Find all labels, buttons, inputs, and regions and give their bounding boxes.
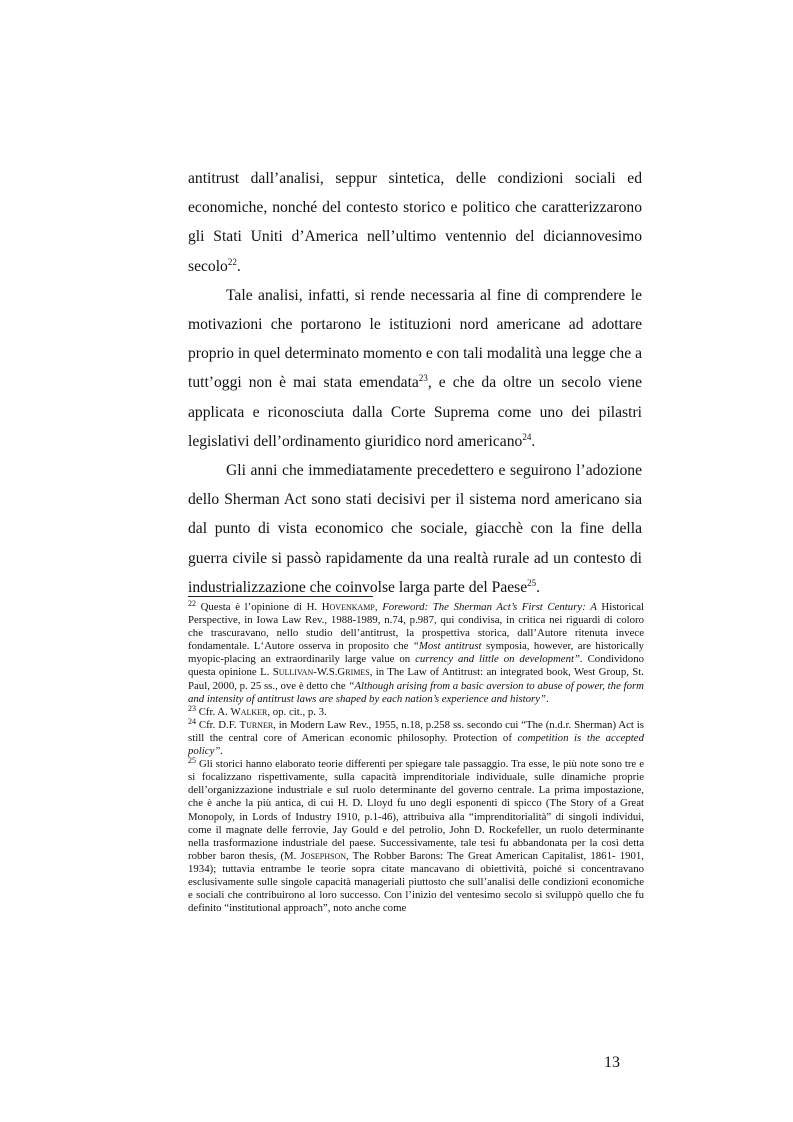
footnote-25: $^{25}$ Gli storici hanno elaborato teorie differenti per spiegare tale passaggio. Tra esse, le più note sono tre e si focalizzano rispettivamente, sulla capacità imprenditoriale individuale, sulle dinamiche proprie dell’organizzazione industriale e sul ruolo determinante del governo centrale. La prima impostazione, che è anche la più antica, di cui H. D. Lloyd fu uno degli esponenti di spicco (The Story of a Great Monopoly, in Lords of Industry 1910, p.1-46), attribuiva alla “imprenditorialità” di singoli individui, come il magnate delle ferrovie, Jay Gould e del petrolio, John D. Rockefeller, un ruolo determinante nella trasformazione industriale del paese. Successivamente, tale tesi fu abbandonata per la così detta robber baron thesis, (M. Josephson, The Robber Barons: The Great American Capitalist, 1861- 1901, 1934); tuttavia entrambe le teorie sopra citate mancavano di obiettività, poiché si concentravano esclusivamente sulle singole capacità manageriali piuttosto che sull’analisi delle condizioni economiche e sociali che contribuirono al loro successo. Con l’inizio del ventesimo secolo si sviluppò quello che fu definito “institutional approach”, noto anche come [188,756,644,915]
footnotes-section [188,601,644,915]
footnote-24: $^{24}$ Cfr. D.F. Turner, in Modern Law Rev., 1955, n.18, p.258 ss. secondo cui “The (n.d.r. Sherman) Act is still the central core of American economic philosophy. Protection of competition is the accepted policy”. [188,716,644,758]
footnote-ref-23: 23 [418,373,428,384]
main-text [188,164,642,602]
paragraph-3: Gli anni che immediatamente precedettero e seguirono l’adozione dello Sherman Act sono stati decisivi per il sistema nord americano sia dal punto di vista economico che sociale, giacchè con la fine della guerra civile si passò rapidamente da una realtà rurale ad un contesto di industrializzazione che coinvolse larga parte del Paese$^{25}$. [188,462,642,596]
footnote-ref-24: 24 [522,431,532,442]
paragraph-1: antitrust dall’analisi, seppur sintetica, delle condizioni sociali ed economiche, nonché del contesto storico e politico che caratterizzarono gli Stati Uniti d’America nell’ultimo ventennio del diciannovesimo secolo$^{22}$. [188,170,642,275]
footnote-22: $^{22}$ Questa è l’opinione di H. Hovenkamp, Foreword: The Sherman Act’s First Century: A Historical Perspective, in Iowa Law Rev., 1988-1989, n.74, p.987, qui condivisa, in critica nei riguardi di coloro che trascuravano, nello studio dell’antitrust, la prospettiva storica, dall’Autore ritenuta invece fondamentale. L‘Autore osserva in proposito che “Most antitrust symposia, however, are historically myopic-placing an extraordinarily large value on currency and little on development”. Condividono questa opinione L. Sullivan-W.S.Grimes, in The Law of Antitrust: an integrated book, West Group, St. Paul, 2000, p. 25 ss., ove è detto che “Although arising from a basic aversion to abuse of power, the form and intensity of antitrust laws are shaped by each nation’s experience and history”. [188,599,645,705]
footnote-23: $^{23}$ Cfr. A. Walker, op. cit., p. 3. [188,703,327,718]
footnote-separator [188,596,373,597]
footnote-ref-22: 22 [227,256,237,267]
paragraph-2: Tale analisi, infatti, si rende necessaria al fine di comprendere le motivazioni che portarono le istituzioni nord americane ad adottare proprio in quel determinato momento e con tali modalità una legge che a tutt’oggi non è mai stata emendata$^{23}$, e che da oltre un secolo viene applicata e riconosciuta dalla Corte Suprema come uno dei pilastri legislativi dell’ordinamento giuridico nord americano$^{24}$. [188,286,642,450]
footnote-ref-25: 25 [527,577,537,588]
page-number: 13 [604,1054,620,1071]
